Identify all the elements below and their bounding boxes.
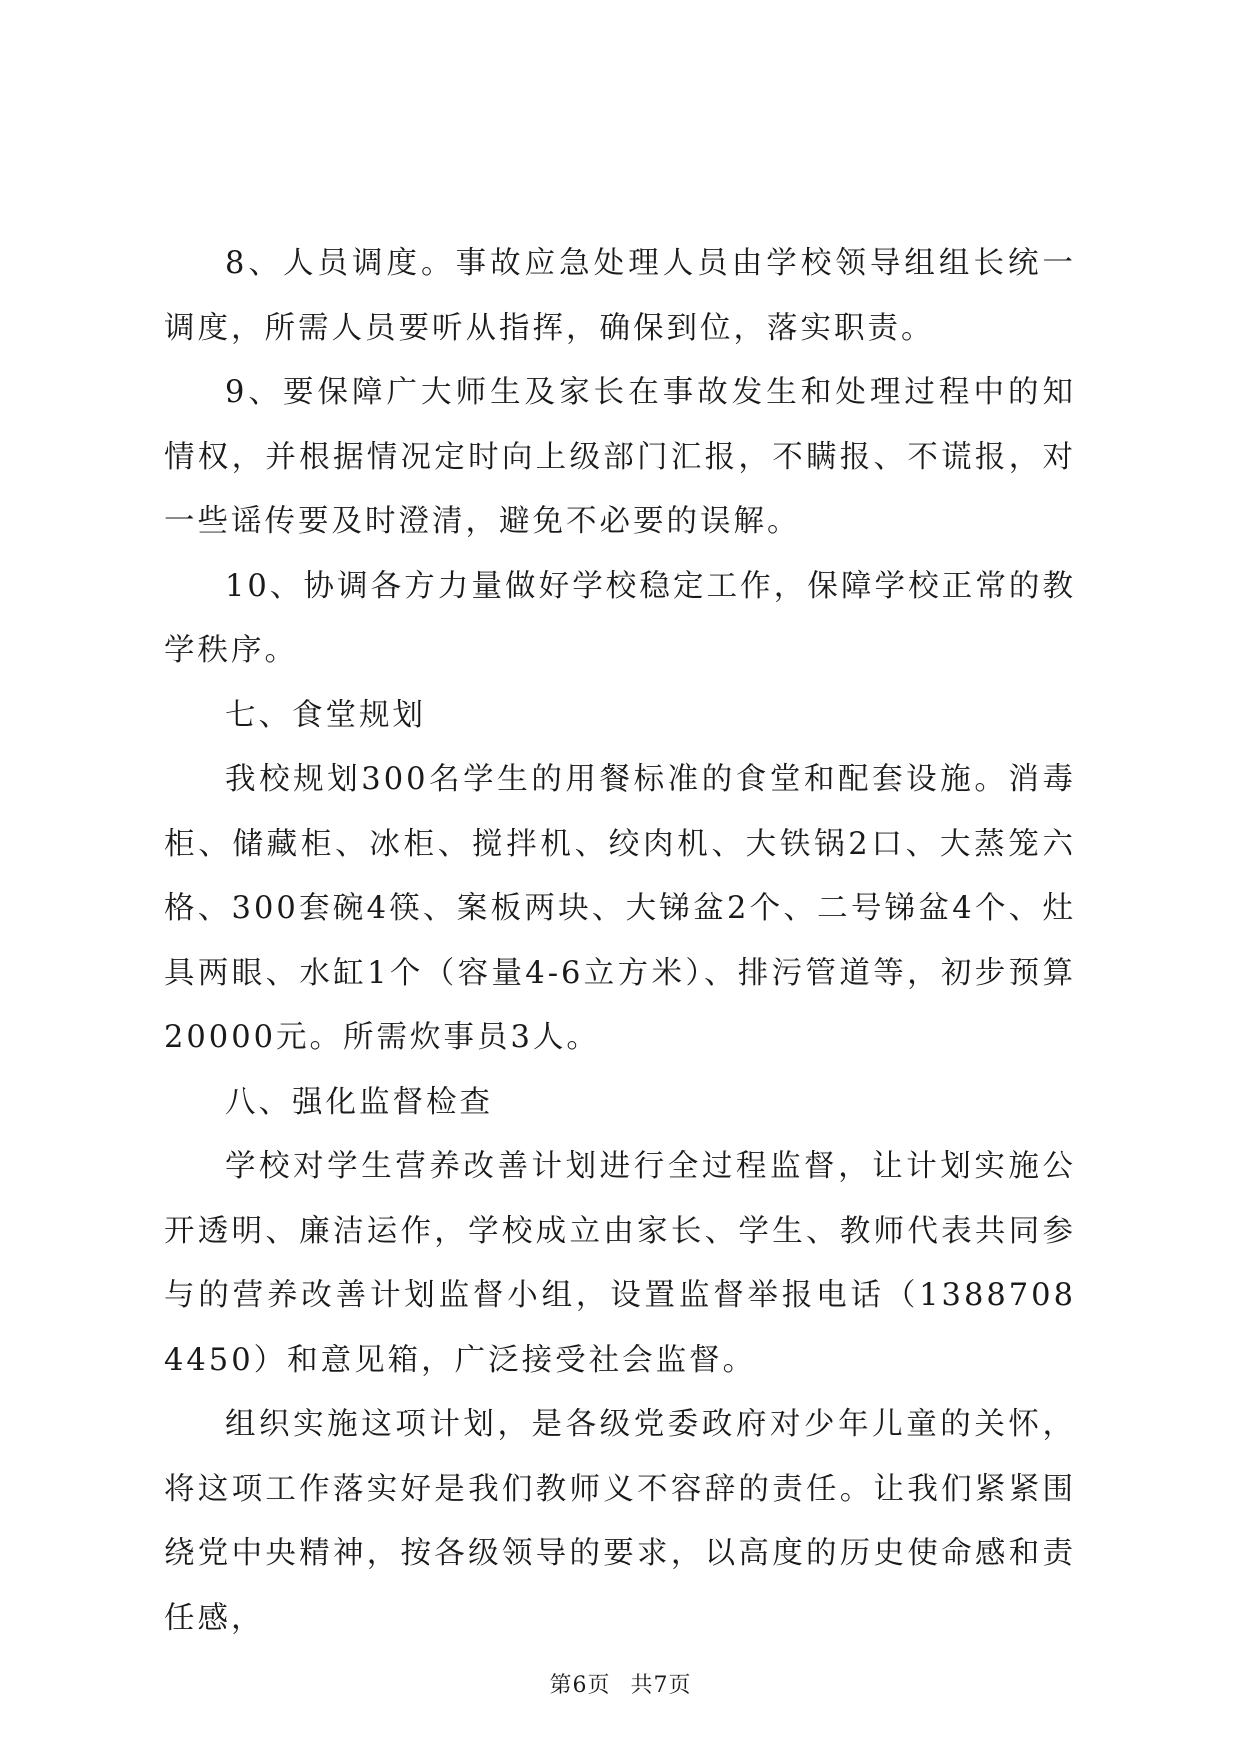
- paragraph-item-9: 9、要保障广大师生及家长在事故发生和处理过程中的知情权，并根据情况定时向上级部门汇报，不瞒报、不谎报，对一些谣传要及时澄清，避免不必要的误解。: [164, 375, 1076, 539]
- paragraph-supervision: 学校对学生营养改善计划进行全过程监督，让计划实施公开透明、廉洁运作，学校成立由家长、学生、教师代表共同参与的营养改善计划监督小组，设置监督举报电话（13887084450）和意见箱，广泛接受社会监督。: [164, 1149, 1076, 1378]
- paragraph-item-10: 10、协调各方力量做好学校稳定工作，保障学校正常的教学秩序。: [164, 568, 1076, 668]
- document-body: [164, 232, 1076, 1651]
- paragraph-canteen-plan: 我校规划300名学生的用餐标准的食堂和配套设施。消毒柜、储藏柜、冰柜、搅拌机、绞肉机、大铁锅2口、大蒸笼六格、300套碗4筷、案板两块、大锑盆2个、二号锑盆4个、灶具两眼、水缸1个（容量4-6立方米）、排污管道等，初步预算20000元。所需炊事员3人。: [164, 762, 1076, 1055]
- page-footer: [0, 1668, 1241, 1699]
- paragraph-conclusion: 组织实施这项计划，是各级党委政府对少年儿童的关怀，将这项工作落实好是我们教师义不容辞的责任。让我们紧紧围绕党中央精神，按各级领导的要求，以高度的历史使命感和责任感，: [164, 1407, 1076, 1636]
- section-heading-supervision: 八、强化监督检查: [225, 1084, 493, 1120]
- page-total: 共7页: [630, 1673, 692, 1698]
- page-number: 第6页: [549, 1673, 611, 1698]
- section-heading-canteen: 七、食堂规划: [225, 697, 426, 733]
- paragraph-item-8: 8、人员调度。事故应急处理人员由学校领导组组长统一调度，所需人员要听从指挥，确保到位，落实职责。: [164, 246, 1076, 346]
